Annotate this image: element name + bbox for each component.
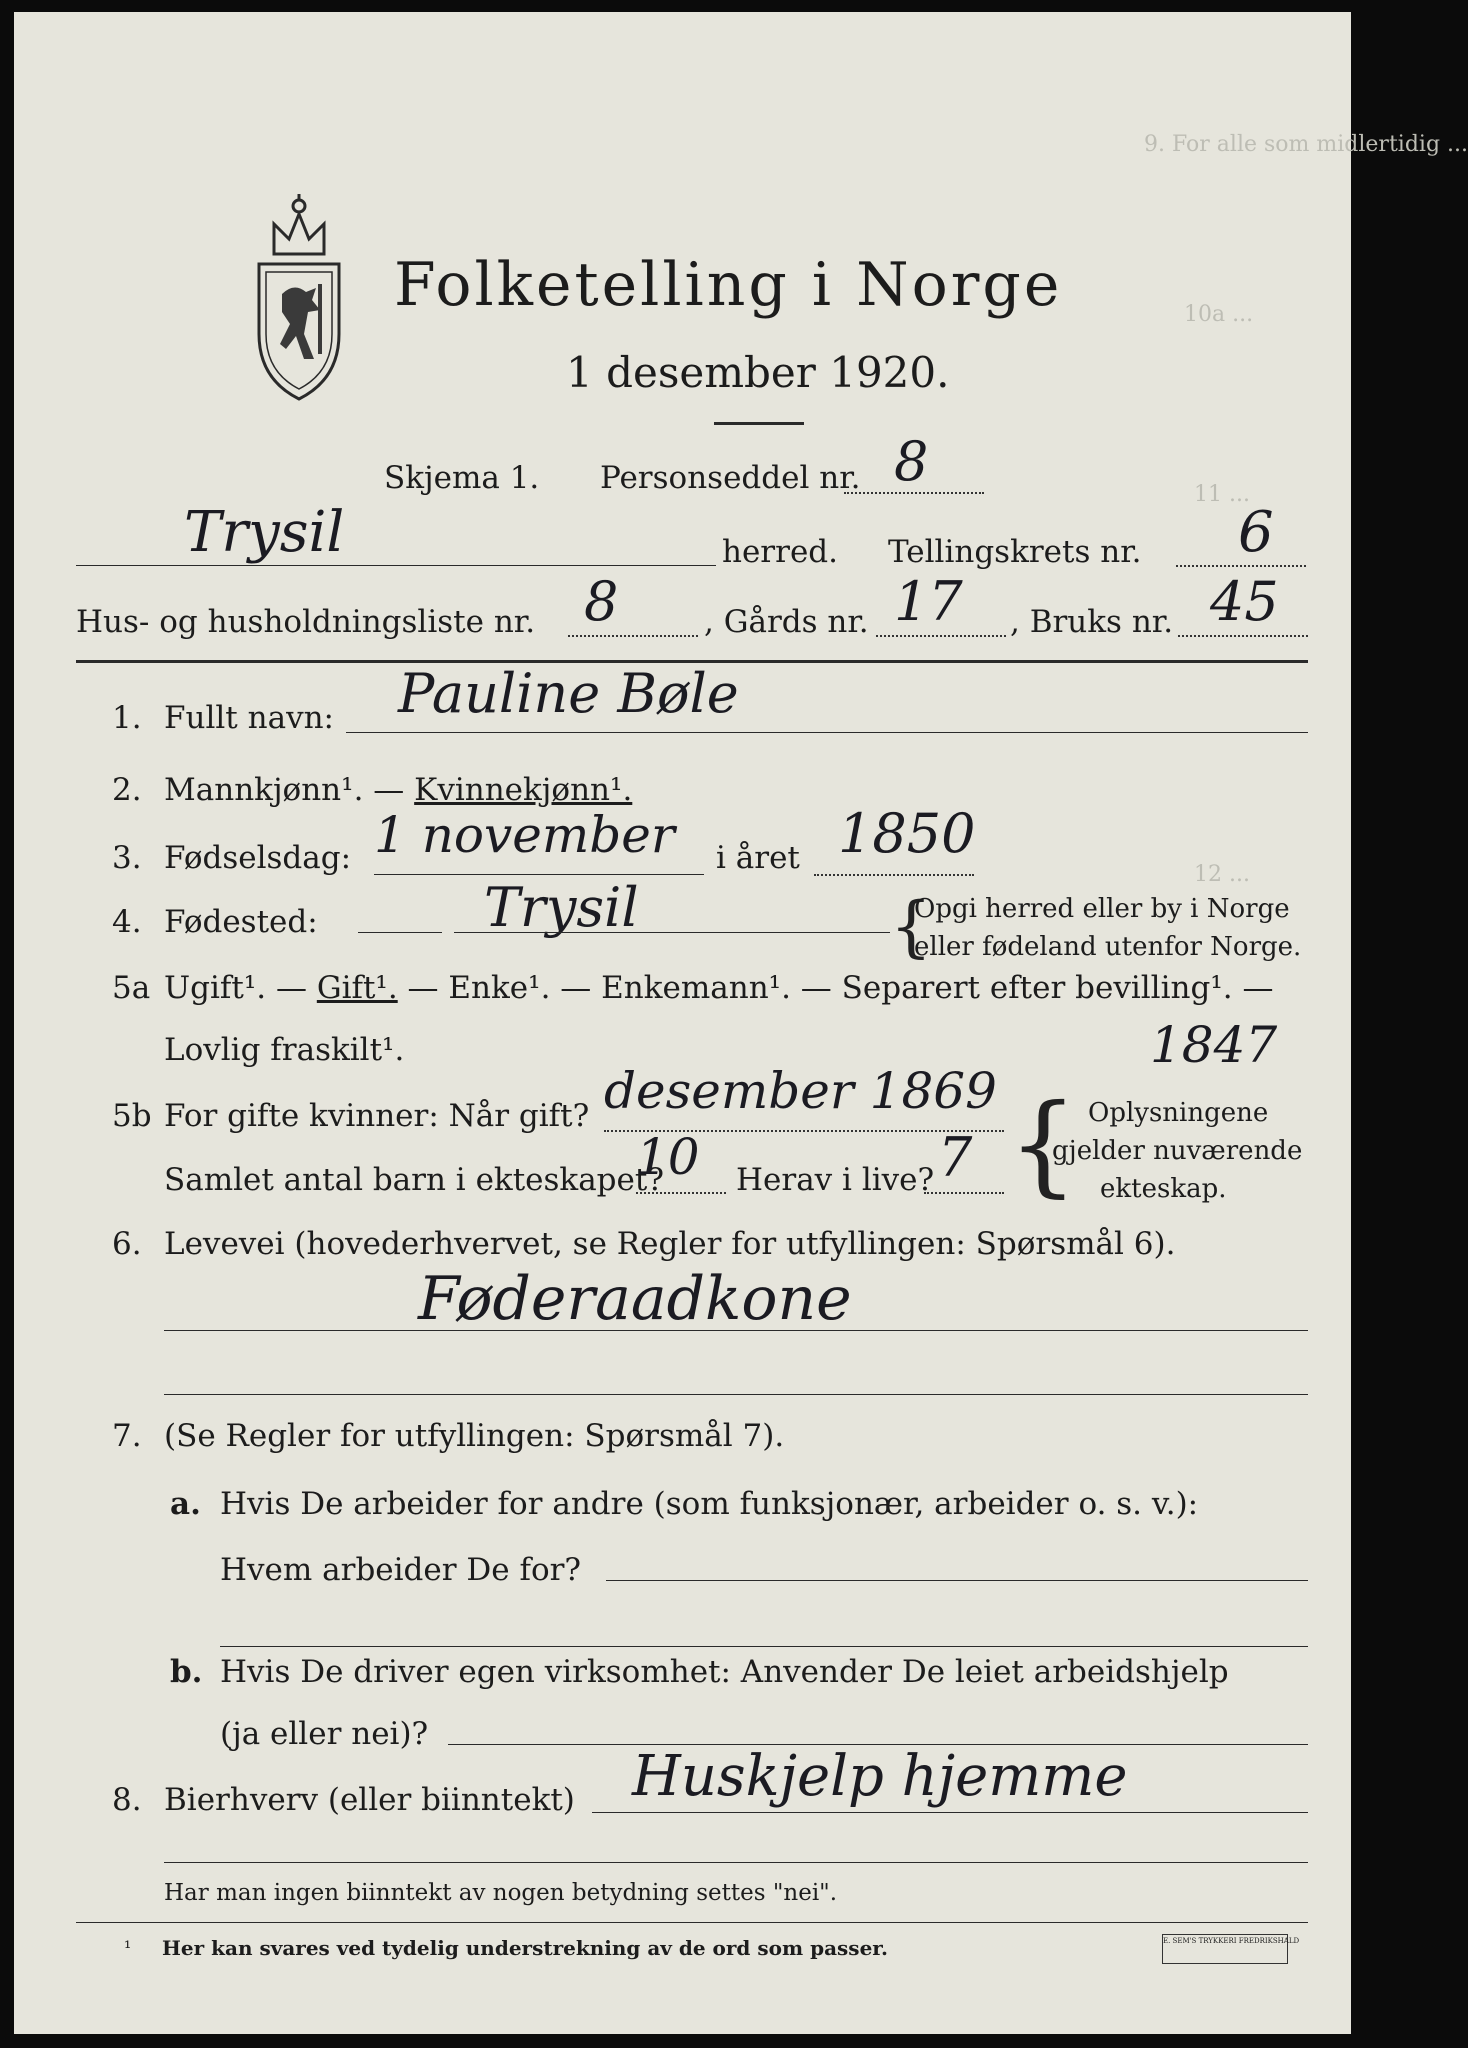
married-when-label: For gifte kvinner: Når gift? [164, 1098, 590, 1134]
divorced-option: Lovlig fraskilt¹. [164, 1032, 405, 1068]
person-note-label: Personseddel nr. [600, 460, 861, 496]
footnote-marker: ¹ [124, 1938, 132, 1959]
q8-number: 8. [112, 1782, 142, 1818]
printer-stamp: E. SEM'S TRYKKERI FREDRIKSHALD [1162, 1934, 1288, 1964]
side-income-value: Huskjelp hjemme [632, 1744, 1128, 1809]
q4-number: 4. [112, 904, 142, 940]
full-name-label: Fullt navn: [164, 700, 334, 736]
q3-number: 3. [112, 840, 142, 876]
norway-coat-of-arms-icon [234, 184, 364, 404]
gender-female-option: Kvinnekjønn¹. [414, 772, 633, 808]
show-through-text: 12 ... [1194, 862, 1250, 887]
birth-year-label: i året [716, 840, 800, 876]
farm-label: , Gårds nr. [704, 604, 869, 640]
q7b-answer-label: (ja eller nei)? [220, 1716, 429, 1752]
municipality-label: herred. [722, 534, 838, 570]
q7a-letter: a. [170, 1486, 201, 1522]
birthday-value: 1 november [374, 806, 675, 864]
holding-number: 45 [1210, 570, 1279, 633]
side-income-label: Bierhverv (eller biinntekt) [164, 1782, 575, 1818]
margin-note-year: 1847 [1150, 1016, 1278, 1074]
occupation-label: Levevei (hovederhvervet, se Regler for utfyllingen: Spørsmål 6). [164, 1226, 1176, 1262]
marriage-note-1: Oplysningene [1088, 1098, 1269, 1128]
children-count-label: Samlet antal barn i ekteskapet? [164, 1162, 664, 1198]
occupation-value: Føderaadkone [418, 1264, 852, 1334]
marriage-note-2: gjelder nuværende [1052, 1136, 1303, 1166]
birthplace-note-1: Opgi herred eller by i Norge [914, 894, 1290, 924]
employer-label: Hvem arbeider De for? [220, 1552, 582, 1588]
marital-married-option: Gift¹. [316, 970, 398, 1006]
q1-number: 1. [112, 700, 142, 736]
birthday-label: Fødselsdag: [164, 840, 352, 876]
q5a-number: 5a [112, 970, 151, 1006]
full-name-value: Pauline Bøle [398, 662, 739, 725]
form-title: Folketelling i Norge [394, 250, 1063, 320]
farm-number: 17 [894, 570, 963, 633]
children-alive-label: Herav i live? [736, 1162, 935, 1198]
title-divider [714, 422, 804, 425]
birthplace-note-2: eller fødeland utenfor Norge. [914, 932, 1302, 962]
q6-number: 6. [112, 1226, 142, 1262]
census-form: 9. For alle som midlertidig ... 10a ... 11 ... 12 ... Folketelling i Norge 1 desember 1920. Skjema 1. Personseddel nr. 8 Trysil herred. Tellingskrets nr. 6 Hus- og husholdningsliste nr. 8 , Gårds nr. 17 , Bruks nr. 45 1. Fullt navn: Pauline Bøle 2. Mannkjønn¹. — Kvinnekjønn¹. 3. Fødselsdag: 1 november i året 1850 4. Fødested: Trysil { Opgi herred eller by i Norge eller fødeland utenfor Norge. 5a Ugift¹. — Gift¹. — Enke¹. — Enkemann¹. — Separert efter bevilling¹. — Lovlig fraskilt¹. 1847 5b For gifte kvinner: Når gift? desember 1869 Samlet antal barn i ekteskapet? 10 Herav i live? 7 { Oplysningene gjelder nuværende ekteskap. 6. Levevei (hovederhvervet, se Regler for utfyllingen: Spørsmål 6). Føderaadkone 7. (Se Regler for utfyllingen: Spørsmål 7). a. Hvis De arbeider for andre (som funksjonær, arbeider o. s. v.): Hvem arbeider De for? b. Hvis De driver egen virksomhet: Anvender De leiet arbeidshjelp (ja eller nei)? 8. Bierhverv (eller biinntekt) Huskjelp hjemme Har man ingen biinntekt av nogen betydning settes "nei". ¹ Her kan svares ved tydelig understrekning av de ord som passer. E. SEM'S TRYKKERI FREDRIKSHALD [14, 12, 1351, 2034]
household-list-label: Hus- og husholdningsliste nr. [76, 604, 536, 640]
municipality-value: Trysil [184, 500, 345, 565]
children-alive-value: 7 [938, 1126, 973, 1189]
show-through-text: 11 ... [1194, 482, 1250, 507]
district-label: Tellingskrets nr. [888, 534, 1142, 570]
household-list-number: 8 [584, 570, 619, 633]
q7b-question: Hvis De driver egen virksomhet: Anvender De leiet arbeidshjelp [220, 1654, 1229, 1690]
schema-label: Skjema 1. [384, 460, 540, 496]
footnote-text: Her kan svares ved tydelig understrekning av de ord som passer. [162, 1936, 888, 1960]
q2-number: 2. [112, 772, 142, 808]
birthplace-label: Fødested: [164, 904, 318, 940]
person-note-number: 8 [894, 430, 929, 493]
show-through-text: 10a ... [1184, 302, 1254, 327]
marital-options: Ugift¹. — Gift¹. — Enke¹. — Enkemann¹. — Separert efter bevilling¹. — [164, 970, 1274, 1006]
birth-year-value: 1850 [838, 802, 976, 865]
birthplace-value: Trysil [484, 876, 639, 939]
married-when-value: desember 1869 [604, 1062, 997, 1120]
q7-label: (Se Regler for utfyllingen: Spørsmål 7). [164, 1418, 785, 1454]
q7-number: 7. [112, 1418, 142, 1454]
gender-male-option: Mannkjønn¹. [164, 772, 364, 808]
marriage-note-3: ekteskap. [1100, 1174, 1227, 1204]
q7a-question: Hvis De arbeider for andre (som funksjonær, arbeider o. s. v.): [220, 1486, 1199, 1522]
show-through-text: 9. For alle som midlertidig ... [1144, 132, 1468, 157]
no-income-note: Har man ingen biinntekt av nogen betydning settes "nei". [164, 1880, 838, 1906]
q7b-letter: b. [170, 1654, 203, 1690]
q5b-number: 5b [112, 1098, 152, 1134]
gender-options: Mannkjønn¹. — Kvinnekjønn¹. [164, 772, 633, 808]
district-number: 6 [1238, 500, 1274, 565]
holding-label: , Bruks nr. [1010, 604, 1174, 640]
children-count-value: 10 [636, 1128, 700, 1186]
form-date: 1 desember 1920. [566, 348, 950, 397]
